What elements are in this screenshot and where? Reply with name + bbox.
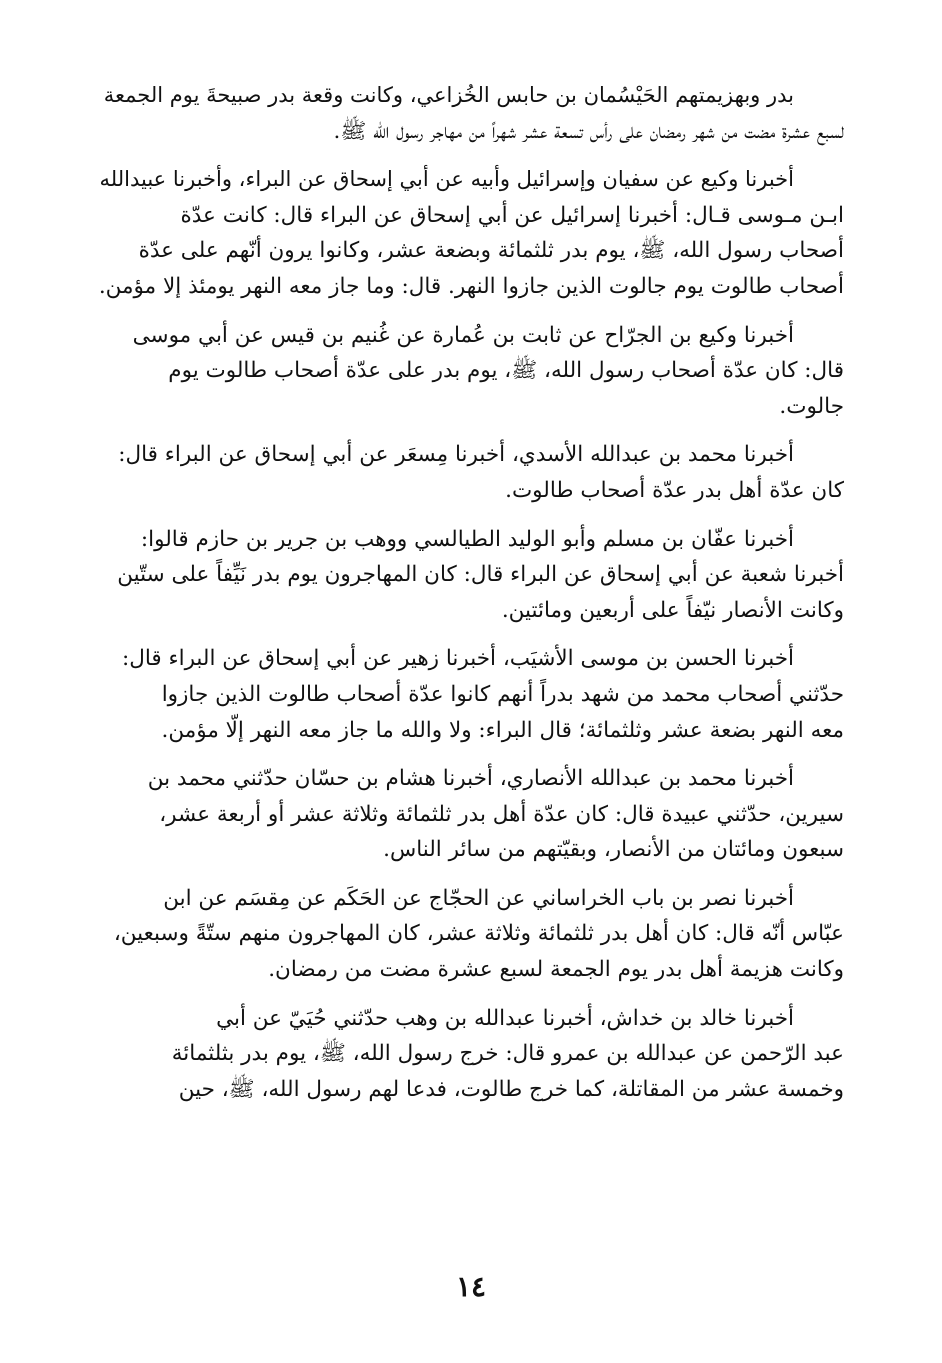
text-line: أخبرنا محمد بن عبدالله الأسدي، أخبرنا مِسعَر عن أبي إسحاق عن البراء قال: bbox=[118, 442, 794, 468]
paragraph bbox=[98, 437, 844, 508]
text-column bbox=[98, 78, 844, 1120]
paragraph bbox=[98, 1001, 844, 1108]
text-line: أخبرنا نصر بن باب الخراساني عن الحجّاج عن الحَكَم عن مِقسَم عن ابن bbox=[163, 885, 794, 911]
text-line: أخبرنا خالد بن خداش، أخبرنا عبدالله بن وهب حدّثني حُيَيّ عن أبي bbox=[216, 1005, 794, 1031]
paragraph bbox=[98, 522, 844, 629]
page-number: ١٤ bbox=[455, 1270, 487, 1303]
paragraph bbox=[98, 78, 844, 149]
text-line: عبد الرّحمن عن عبدالله بن عمرو قال: خرج رسول الله، ﷺ، يوم بدر بثلثمائة bbox=[171, 1041, 844, 1067]
text-line: عبّاس أنّه قال: كان أهل بدر ثلثمائة وثلاثة عشر، كان المهاجرون منهم ستّةً وسبعين، bbox=[113, 921, 844, 947]
text-line: أخبرنا وكيع بن الجرّاح عن ثابت بن عُمارة عن غُنيم بن قيس عن أبي موسى bbox=[132, 322, 794, 348]
text-line: بدر وبهزيمتهم الحَيْسُمان بن حابس الخُزاعي، وكانت وقعة بدر صبيحةَ يوم الجمعة bbox=[103, 83, 794, 107]
paragraph bbox=[98, 162, 844, 304]
text-line: سبعون ومائتان من الأنصار، وبقيّتهم من سائر الناس. bbox=[383, 837, 844, 863]
text-line: وخمسة عشر من المقاتلة، كما خرج طالوت، فدعا لهم رسول الله، ﷺ، حين bbox=[178, 1076, 844, 1102]
text-line: أخبرنا شعبة عن أبي إسحاق عن البراء قال: كان المهاجرون يوم بدر نَيِّفاً على ستّين bbox=[117, 562, 844, 588]
text-line: جالوت. bbox=[779, 393, 844, 419]
text-line: وكانت الأنصار نيّفاً على أربعين ومائتين. bbox=[501, 597, 844, 623]
paragraph bbox=[98, 881, 844, 988]
text-line: أخبرنا عفّان بن مسلم وأبو الوليد الطيالسي ووهب بن جرير بن حازم قالوا: bbox=[140, 526, 794, 552]
text-line: أخبرنا وكيع عن سفيان وإسرائيل وأبيه عن أبي إسحاق عن البراء، وأخبرنا عبيدالله bbox=[99, 167, 794, 192]
paragraph bbox=[98, 641, 844, 748]
text-line: أصحاب رسول الله، ﷺ، يوم بدر ثلثمائة وبضعة عشر، وكانوا يرون أنّهم على عدّة bbox=[138, 238, 844, 264]
text-line: سيرين، حدّثني عبيدة قال: كان عدّة أهل بدر ثلثمائة وثلاثة عشر أو أربعة عشر، bbox=[159, 801, 844, 827]
text-line: حدّثني أصحاب محمد من شهد بدراً أنهم كانوا عدّة أصحاب طالوت الذين جازوا bbox=[161, 681, 844, 707]
text-line: وكانت هزيمة أهل بدر يوم الجمعة لسبع عشرة مضت من رمضان. bbox=[268, 957, 844, 983]
text-line: أخبرنا الحسن بن موسى الأشيَب، أخبرنا زهير عن أبي إسحاق عن البراء قال: bbox=[121, 646, 794, 672]
text-line: أصحاب طالوت يوم جالوت الذين جازوا النهر. قال: وما جاز معه النهر يومئذ إلا مؤمن. bbox=[98, 273, 844, 299]
text-line: لسبع عشرة مضت من شهر رمضان على رأس تسعة عشر شهراً من مهاجر رسول الله ﷺ. bbox=[333, 118, 844, 144]
paragraph bbox=[98, 761, 844, 868]
text-line: قال: كان عدّة أصحاب رسول الله، ﷺ، يوم بدر على عدّة أصحاب طالوت يوم bbox=[168, 358, 844, 384]
paragraph bbox=[98, 318, 844, 425]
text-line: كان عدّة أهل بدر عدّة أصحاب طالوت. bbox=[505, 477, 844, 503]
text-line: معه النهر بضعة عشر وثلثمائة؛ قال البراء: ولا والله ما جاز معه النهر إلّا مؤمن. bbox=[161, 717, 844, 743]
text-line: أخبرنا محمد بن عبدالله الأنصاري، أخبرنا هشام بن حسّان حدّثني محمد بن bbox=[147, 766, 794, 792]
text-line: ابـن مـوسى قـال: أخبرنا إسرائيل عن أبي إسحاق عن البراء قال: كانت عدّة bbox=[180, 202, 844, 228]
